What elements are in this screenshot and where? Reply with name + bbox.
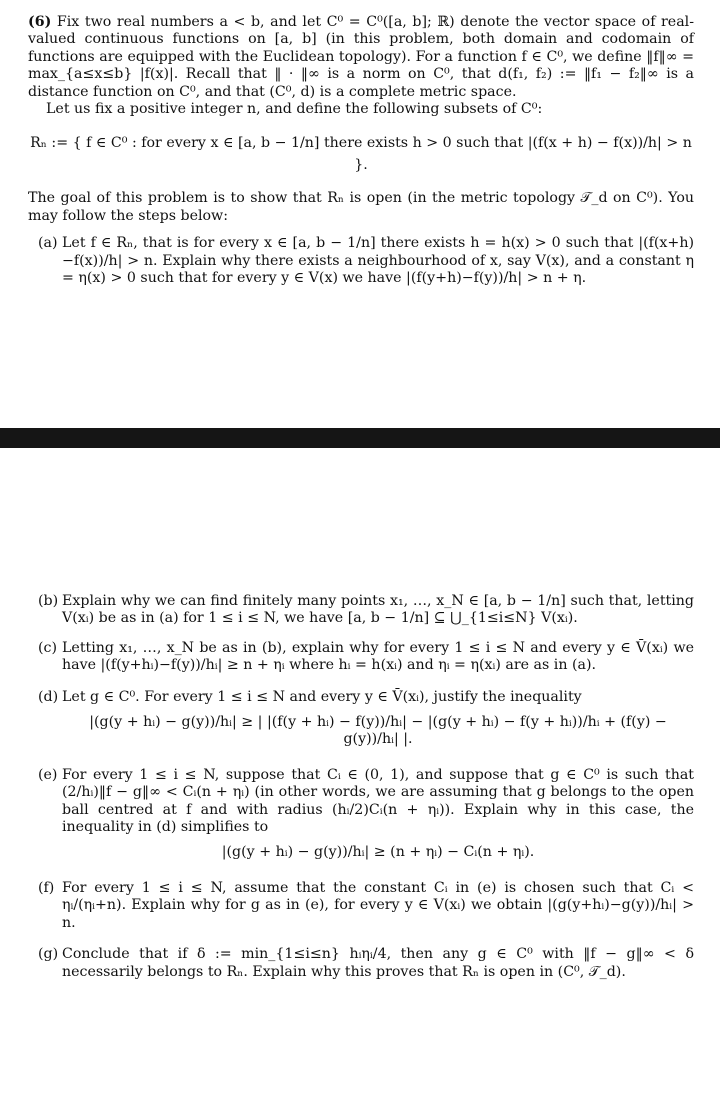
goal-text: The goal of this problem is to show that Rₙ is open (in the metric topology 𝒯_d on C⁰). You may follow the steps below: bbox=[28, 190, 694, 224]
part-e bbox=[28, 767, 694, 868]
part-d bbox=[28, 689, 694, 755]
part-display: |(g(y + hᵢ) − g(y))/hᵢ| ≥ (n + ηᵢ) − Cᵢ(n + ηᵢ). bbox=[221, 844, 535, 861]
part-text: Let g ∈ C⁰. For every 1 ≤ i ≤ N and every y ∈ V̄(xᵢ), justify the inequality bbox=[62, 688, 582, 705]
part-text: Conclude that if δ := min_{1≤i≤n} hᵢηᵢ/4, then any g ∈ C⁰ with ‖f − g‖∞ < δ necessarily belongs to Rₙ. Explain why this proves that Rₙ is open in (C⁰, 𝒯_d). bbox=[62, 946, 694, 980]
part-text: Explain why we can find finitely many points x₁, …, x_N ∈ [a, b − 1/n] such that, letting V(xᵢ) be as in (a) for 1 ≤ i ≤ N, we have [a, b − 1/n] ⊆ ⋃_{1≤i≤N} V(xᵢ). bbox=[62, 593, 694, 627]
page-bottom bbox=[0, 448, 720, 1096]
part-label: (a) bbox=[38, 235, 58, 252]
part-display: |(g(y + hᵢ) − g(y))/hᵢ| ≥ | |(f(y + hᵢ) − f(y))/hᵢ| − |(g(y + hᵢ) − f(y + hᵢ))/hᵢ + (f(y) − g(y))/hᵢ| |. bbox=[89, 714, 667, 748]
fix-n-text: Let us fix a positive integer n, and define the following subsets of C⁰: bbox=[46, 101, 543, 118]
part-label: (b) bbox=[38, 593, 59, 609]
part-label: (c) bbox=[38, 639, 58, 656]
part-a bbox=[28, 235, 694, 287]
page-top bbox=[0, 0, 720, 428]
part-label: (f) bbox=[38, 879, 55, 896]
part-g bbox=[28, 946, 694, 981]
part-b bbox=[28, 593, 694, 628]
part-f bbox=[28, 880, 694, 932]
part-text: For every 1 ≤ i ≤ N, suppose that Cᵢ ∈ (0, 1), and suppose that g ∈ C⁰ is such that (2/hᵢ)‖f − g‖∞ < Cᵢ(n + ηᵢ) (in other words, we are assuming that g belongs to the open ball centred at f and with radius (hᵢ/2)Cᵢ(n + ηᵢ)). Explain why in this case, the inequality in (d) simplifies to bbox=[62, 766, 694, 836]
problem-intro bbox=[28, 14, 694, 101]
part-c bbox=[28, 640, 694, 675]
part-label: (e) bbox=[38, 766, 58, 783]
problem-intro-text: Fix two real numbers a < b, and let C⁰ = C⁰([a, b]; ℝ) denote the vector space of real-valued continuous functions on [a, b] (in this problem, both domain and codomain of functions are equipped with the Euclidean topology). For a function f ∈ C⁰, we define ‖f‖∞ = max_{a≤x≤b} |f(x)|. Recall that ‖ · ‖∞ is a norm on C⁰, that d(f₁, f₂) := ‖f₁ − f₂‖∞ is a distance function on C⁰, and that (C⁰, d) is a complete metric space. bbox=[28, 14, 694, 100]
part-label: (g) bbox=[38, 946, 59, 963]
part-text: Let f ∈ Rₙ, that is for every x ∈ [a, b − 1/n] there exists h = h(x) > 0 such that |(f(x+h)−f(x))/h| > n. Explain why there exists a neighbourhood of x, say V(x), and a constant η = η(x) > 0 such that for every y ∈ V(x) we have |(f(y+h)−f(y))/h| > n + η. bbox=[62, 235, 694, 287]
page-divider bbox=[0, 428, 720, 448]
part-label: (d) bbox=[38, 688, 59, 705]
rn-definition: Rₙ := { f ∈ C⁰ : for every x ∈ [a, b − 1/n] there exists h > 0 such that |(f(x + h) − f(x))/h| > n }. bbox=[30, 135, 692, 174]
problem-number: (6) bbox=[28, 14, 52, 30]
part-text: Letting x₁, …, x_N be as in (b), explain why for every 1 ≤ i ≤ N and every y ∈ V̄(xᵢ) we have |(f(y+hᵢ)−f(y))/hᵢ| ≥ n + ηᵢ where hᵢ = h(xᵢ) and ηᵢ = η(xᵢ) are as in (a). bbox=[62, 639, 694, 674]
part-text: For every 1 ≤ i ≤ N, assume that the constant Cᵢ in (e) is chosen such that Cᵢ < ηᵢ/(ηᵢ+n). Explain why for g as in (e), for every y ∈ V(xᵢ) we obtain |(g(y+hᵢ)−g(y))/hᵢ| > n. bbox=[62, 879, 694, 931]
